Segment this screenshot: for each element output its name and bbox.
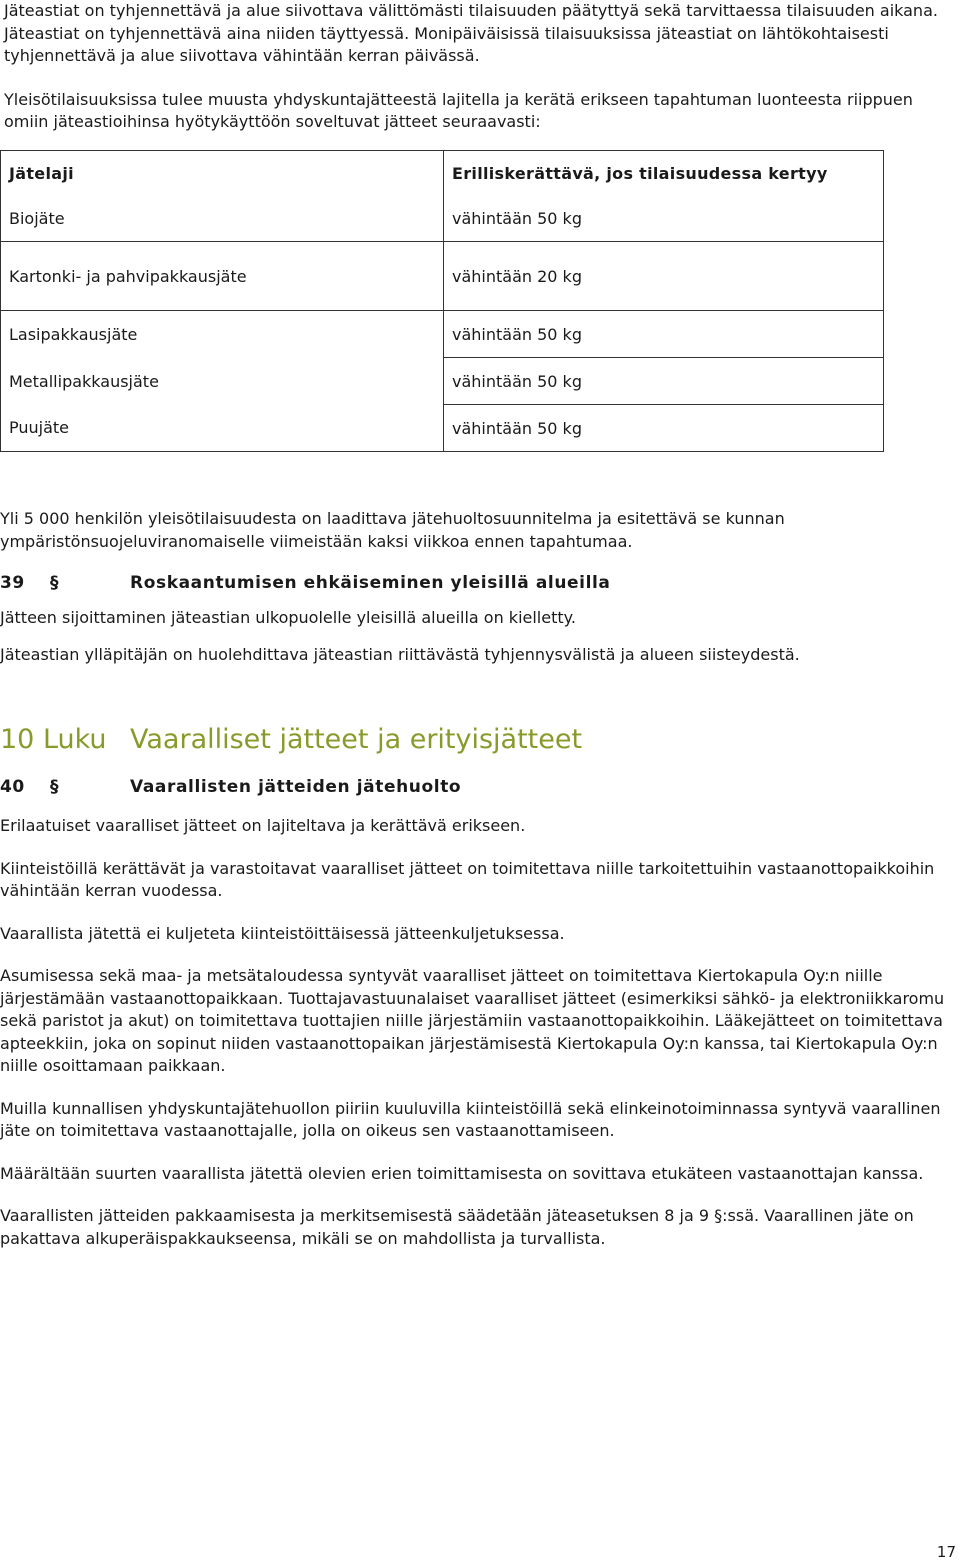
paragraph: Vaarallista jätettä ei kuljeteta kiinteistöittäisessä jätteenkuljetuksessa. bbox=[0, 923, 565, 943]
table-cell-amount: vähintään 50 kg bbox=[444, 195, 884, 242]
paragraph-emptying: Jäteastiat on tyhjennettävä ja alue siivottava välittömästi tilaisuuden päätyttyä sekä tarvittaessa tilaisuuden aikana. Jäteastiat on tyhjennettävä aina niiden täyttyessä. Monipäiväisissä tilaisuuksissa jäteastiat on lähtökohtaisesti tyhjennettävä ja alue siivottava vähintään kerran päivässä. bbox=[4, 1, 938, 65]
section-sign: § bbox=[50, 573, 60, 593]
paragraph: Vaarallisten jätteiden pakkaamisesta ja merkitsemisestä säädetään jäteasetuksen 8 ja 9 §:ssä. Vaarallinen jäte on pakattava alkuperäispakkaukseensa, mikäli se on mahdollista ja turvallista. bbox=[0, 1206, 914, 1248]
table-cell-type: Biojäte bbox=[1, 195, 444, 242]
table-cell-type: Kartonki- ja pahvipakkausjäte bbox=[1, 242, 444, 311]
table-cell-type: Metallipakkausjäte bbox=[1, 358, 444, 405]
table-cell-type: Puujäte bbox=[1, 405, 444, 452]
table-row bbox=[1, 405, 884, 452]
document-page bbox=[4, 0, 950, 134]
paragraph: Kiinteistöillä kerättävät ja varastoitavat vaaralliset jätteet on toimitettava niille tarkoitettuihin vastaanottopaikkoihin vähintään kerran vuodessa. bbox=[0, 858, 935, 900]
paragraph: Jätteen sijoittaminen jäteastian ulkopuolelle yleisillä alueilla on kielletty. bbox=[0, 608, 576, 627]
table-row bbox=[1, 195, 884, 242]
section-number: 39 bbox=[0, 573, 25, 593]
table-row bbox=[1, 311, 884, 358]
table-row bbox=[1, 358, 884, 405]
table-cell-type: Lasipakkausjäte bbox=[1, 311, 444, 358]
section-sign: § bbox=[50, 777, 60, 797]
page-number: 17 bbox=[936, 1543, 956, 1561]
paragraph: Määrältään suurten vaarallista jätettä olevien erien toimittamisesta on sovittava etukäteen vastaanottajan kanssa. bbox=[0, 1163, 924, 1183]
chapter-title: Vaaralliset jätteet ja erityisjätteet bbox=[130, 724, 583, 755]
chapter-number: 10 Luku bbox=[0, 724, 107, 755]
paragraph: Jäteastian ylläpitäjän on huolehdittava jäteastian riittävästä tyhjennysvälistä ja alueen siisteydestä. bbox=[0, 644, 800, 664]
paragraph: Erilaatuiset vaaralliset jätteet on lajiteltava ja kerättävä erikseen. bbox=[0, 816, 526, 835]
table-header-waste-type: Jätelaji bbox=[1, 151, 444, 196]
section-title: Roskaantumisen ehkäiseminen yleisillä alueilla bbox=[130, 573, 611, 593]
table-header-threshold: Erilliskerättävä, jos tilaisuudessa kertyy bbox=[444, 151, 884, 196]
paragraph: Muilla kunnallisen yhdyskuntajätehuollon piiriin kuuluvilla kiinteistöillä sekä elinkeinotoiminnassa syntyvä vaarallinen jäte on toimitettava vastaanottajalle, jolla on oikeus sen vastaanottamiseen. bbox=[0, 1098, 941, 1140]
paragraph: Asumisessa sekä maa- ja metsätaloudessa syntyvät vaaralliset jätteet on toimitettava Kiertokapula Oy:n niille järjestämään vastaanottopaikkaan. Tuottajavastuunalaiset vaaralliset jätteet (esimerkiksi sähkö- ja elektroniikkaromu sekä paristot ja akut) on toimitettava tuottajien niille järjestämiin vastaanottopaikkoihin. Lääkejätteet on toimitettava apteekkiin, joka on sopinut niiden vastaanottopaikan järjestämisestä Kiertokapula Oy:n kanssa, tai Kiertokapula Oy:n niille osoittamaan paikkaan. bbox=[0, 966, 945, 1075]
table-cell-amount: vähintään 20 kg bbox=[444, 242, 884, 311]
table-cell-amount: vähintään 50 kg bbox=[444, 405, 884, 452]
section-heading-40 bbox=[0, 777, 946, 797]
chapter-heading bbox=[0, 724, 946, 755]
section-heading-39 bbox=[0, 573, 946, 593]
document-body bbox=[0, 508, 946, 1250]
section-title: Vaarallisten jätteiden jätehuolto bbox=[130, 777, 462, 797]
paragraph-waste-plan: Yli 5 000 henkilön yleisötilaisuudesta on laadittava jätehuoltosuunnitelma ja esitettävä se kunnan ympäristönsuojeluviranomaiselle viimeistään kaksi viikkoa ennen tapahtumaa. bbox=[0, 509, 785, 551]
table-cell-amount: vähintään 50 kg bbox=[444, 311, 884, 358]
section-number: 40 bbox=[0, 777, 25, 797]
waste-sorting-table bbox=[0, 150, 884, 452]
table-header-row bbox=[1, 151, 884, 196]
table-row bbox=[1, 242, 884, 311]
table-cell-amount: vähintään 50 kg bbox=[444, 358, 884, 405]
paragraph-sorting: Yleisötilaisuuksissa tulee muusta yhdyskuntajätteestä lajitella ja kerätä erikseen tapahtuman luonteesta riippuen omiin jäteastioihinsa hyötykäyttöön soveltuvat jätteet seuraavasti: bbox=[4, 89, 913, 131]
